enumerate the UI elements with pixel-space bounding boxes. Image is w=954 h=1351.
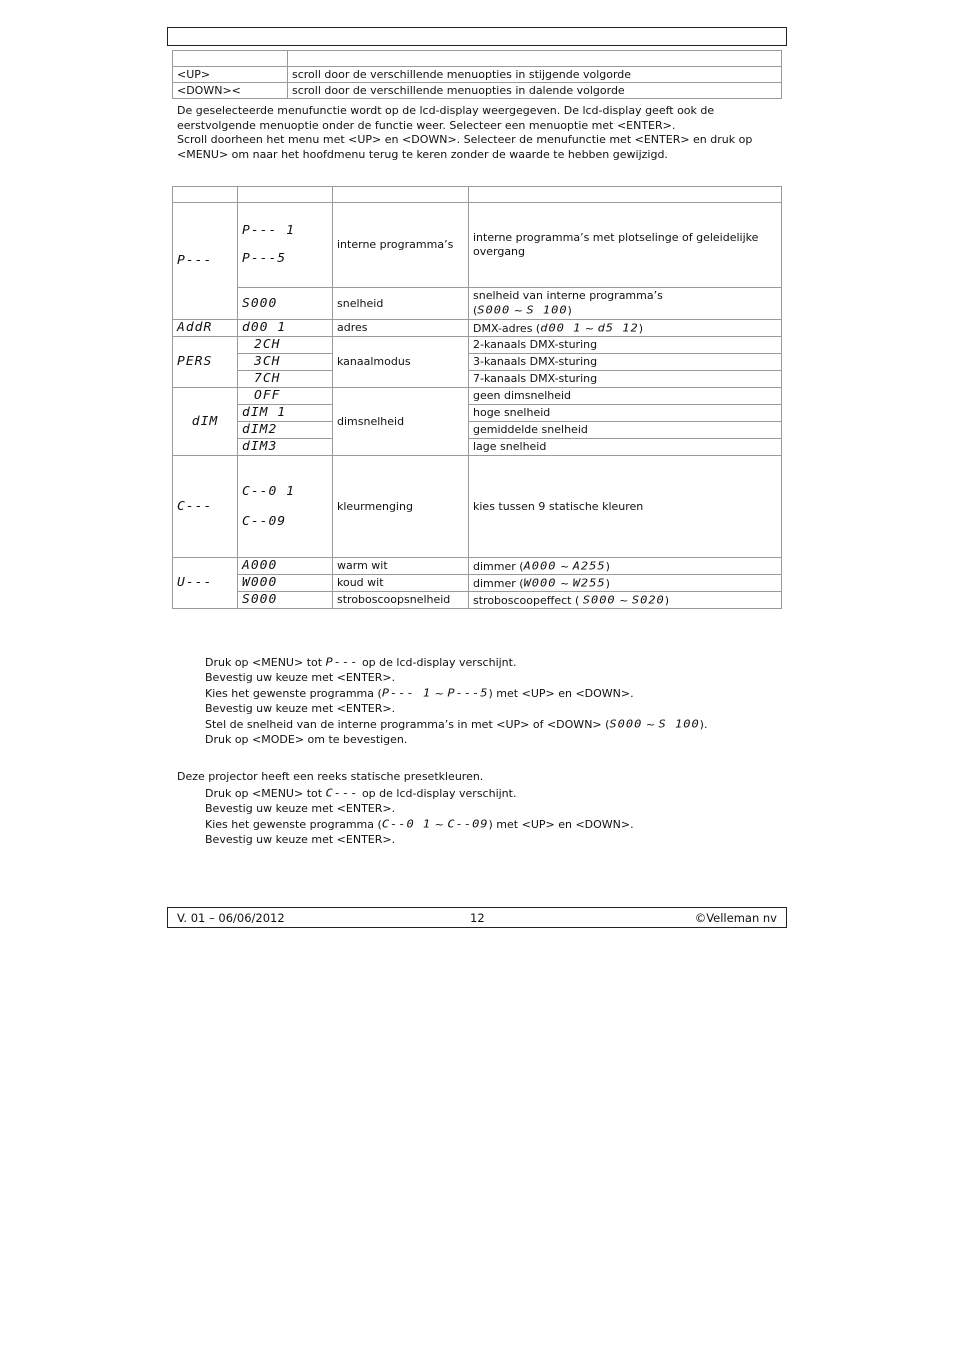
- menu-function: kanaalmodus: [333, 337, 469, 388]
- range-separator: ~: [510, 304, 527, 317]
- table-row: [173, 371, 782, 388]
- menu-description: 3-kanaals DMX-sturing: [469, 354, 782, 371]
- list-item: Druk op <MODE> om te bevestigen.: [205, 733, 408, 747]
- menu-description: kies tussen 9 statische kleuren: [469, 456, 782, 558]
- lcd-code: dIM 1: [242, 405, 287, 420]
- menu-description-text: ): [605, 576, 610, 590]
- menu-description-text: dimmer (: [473, 576, 524, 590]
- lcd-code: 2CH: [254, 337, 281, 352]
- table-row: [173, 388, 782, 405]
- lcd-code: d00 1: [242, 320, 287, 335]
- menu-function: stroboscoopsnelheid: [333, 592, 469, 609]
- menu-sub-cell: [238, 337, 333, 354]
- range-separator: ~: [642, 717, 659, 731]
- intro-line: Scroll doorheen het menu met <UP> en <DOWN>. Selecteer de menufunctie met <ENTER> en druk op: [177, 133, 753, 147]
- lcd-code: dIM: [191, 414, 219, 428]
- lcd-code: S000: [477, 303, 511, 317]
- step-text: ) met <UP> en <DOWN>.: [488, 817, 634, 831]
- step-text: Druk op <MENU> tot: [205, 787, 326, 800]
- table-row: [173, 337, 782, 354]
- menu-description-text: DMX-adres (: [473, 321, 541, 335]
- step-text: Stel de snelheid van de interne programma’s in met <UP> of <DOWN> (: [205, 717, 610, 731]
- menu-description-text: dimmer (: [473, 559, 524, 573]
- menu-function: warm wit: [333, 558, 469, 575]
- lcd-code: S 100: [658, 717, 700, 731]
- lcd-code: C---: [325, 786, 359, 800]
- lcd-code: W000: [242, 575, 278, 590]
- menu-sub-cell: [238, 592, 333, 609]
- list-item: Bevestig uw keuze met <ENTER>.: [205, 802, 396, 816]
- lcd-code: P---: [325, 655, 359, 669]
- menu-table-header: [173, 187, 782, 203]
- list-item: Bevestig uw keuze met <ENTER>.: [205, 671, 396, 685]
- lcd-code: P---5: [242, 251, 287, 266]
- color-steps: [205, 786, 634, 848]
- table-row: [173, 439, 782, 456]
- menu-code-cell: [173, 320, 238, 337]
- key-header-cell: [173, 51, 288, 67]
- table-row: [173, 67, 782, 83]
- menu-sub-cell: [238, 371, 333, 388]
- list-item: [205, 817, 634, 832]
- key-header-cell: [288, 51, 782, 67]
- key-table: [172, 50, 782, 99]
- step-text: ) met <UP> en <DOWN>.: [488, 686, 634, 700]
- menu-header-cell: [238, 187, 333, 203]
- lcd-code: dIM3: [242, 439, 278, 454]
- key-table-header: [173, 51, 782, 67]
- lcd-code: 7CH: [254, 371, 281, 386]
- step-text: Kies het gewenste programma (: [205, 817, 382, 831]
- lcd-code: U---: [177, 575, 213, 590]
- menu-sub-cell: [238, 422, 333, 439]
- lcd-code: P---: [177, 253, 213, 268]
- menu-description: [469, 558, 782, 575]
- footer-copyright: ©Velleman nv: [694, 911, 777, 925]
- list-item: Bevestig uw keuze met <ENTER>.: [205, 702, 396, 716]
- lcd-code: S000: [609, 717, 643, 731]
- footer-version: V. 01 – 06/06/2012: [177, 911, 285, 925]
- menu-description: [469, 592, 782, 609]
- table-row: [173, 558, 782, 575]
- step-text: Druk op <MENU> tot: [205, 656, 326, 669]
- menu-description: [469, 288, 782, 320]
- colors-intro: Deze projector heeft een reeks statische presetkleuren.: [177, 770, 484, 783]
- menu-sub-cell: [238, 203, 333, 288]
- range-separator: ~: [615, 593, 632, 607]
- menu-description-text: ): [664, 593, 670, 607]
- program-steps: [205, 655, 707, 747]
- lcd-code: C--0 1: [242, 484, 295, 498]
- table-row: [173, 320, 782, 337]
- range-separator: ~: [556, 559, 573, 573]
- lcd-code: W255: [572, 576, 606, 589]
- menu-sub-cell: [238, 575, 333, 592]
- lcd-code: S020: [631, 593, 665, 606]
- menu-code-cell: [173, 456, 238, 558]
- menu-code-cell: [173, 337, 238, 388]
- menu-description-text: ): [638, 321, 643, 335]
- menu-sub-cell: [238, 439, 333, 456]
- menu-code-cell: [173, 388, 238, 456]
- range-separator: ~: [556, 576, 573, 590]
- menu-sub-cell: [238, 354, 333, 371]
- key-name: <UP>: [173, 67, 288, 83]
- lcd-code: A255: [572, 559, 606, 572]
- lcd-code: AddR: [177, 320, 213, 335]
- table-row: [173, 203, 782, 288]
- lcd-code: P---5: [447, 686, 489, 700]
- menu-description-line: snelheid van interne programma’s: [473, 289, 663, 302]
- step-text: op de lcd-display verschijnt.: [358, 656, 517, 669]
- menu-header-cell: [333, 187, 469, 203]
- list-item: Bevestig uw keuze met <ENTER>.: [205, 833, 396, 847]
- table-row: [173, 575, 782, 592]
- intro-line: <MENU> om naar het hoofdmenu terug te keren zonder de waarde te hebben gewijzigd.: [177, 147, 668, 161]
- lcd-code: d5 12: [597, 321, 639, 334]
- menu-description: 7-kanaals DMX-sturing: [469, 371, 782, 388]
- intro-line: eerstvolgende menuoptie onder de functie weer. Selecteer een menuoptie met <ENTER>.: [177, 118, 676, 132]
- step-text: ).: [699, 717, 708, 731]
- table-row: [173, 83, 782, 99]
- lcd-code: P--- 1: [242, 223, 295, 238]
- list-item: [205, 786, 634, 801]
- range-separator: ~: [431, 817, 448, 831]
- table-row: [173, 592, 782, 609]
- lcd-code: S000: [242, 296, 278, 310]
- lcd-code: 3CH: [254, 354, 281, 369]
- footer-page-number: 12: [470, 911, 485, 925]
- table-row: [173, 456, 782, 558]
- menu-sub-cell: [238, 558, 333, 575]
- step-text: Kies het gewenste programma (: [205, 686, 382, 700]
- lcd-code: C--0 1: [381, 817, 432, 831]
- lcd-code: S000: [582, 593, 616, 606]
- list-item: [205, 686, 707, 701]
- menu-description: [469, 320, 782, 337]
- lcd-code: S 100: [526, 303, 568, 317]
- menu-function: snelheid: [333, 288, 469, 320]
- intro-paragraph: [177, 104, 777, 162]
- menu-description: 2-kanaals DMX-sturing: [469, 337, 782, 354]
- lcd-code: d00 1: [540, 321, 582, 334]
- page-footer: [167, 907, 787, 928]
- lcd-code: C---: [177, 499, 213, 513]
- menu-function: interne programma’s: [333, 203, 469, 288]
- menu-function: koud wit: [333, 575, 469, 592]
- table-row: [173, 354, 782, 371]
- menu-description-text: (: [473, 304, 478, 317]
- menu-description: gemiddelde snelheid: [469, 422, 782, 439]
- table-row: [173, 288, 782, 320]
- list-item: [205, 717, 707, 732]
- menu-description: hoge snelheid: [469, 405, 782, 422]
- menu-description-text: stroboscoopeffect (: [473, 593, 583, 607]
- menu-function: kleurmenging: [333, 456, 469, 558]
- table-row: [173, 405, 782, 422]
- menu-function: dimsnelheid: [333, 388, 469, 456]
- menu-header-cell: [173, 187, 238, 203]
- page-header-box: [167, 27, 787, 46]
- menu-sub-cell: [238, 456, 333, 558]
- menu-code-cell: [173, 558, 238, 609]
- menu-description: lage snelheid: [469, 439, 782, 456]
- intro-line: De geselecteerde menufunctie wordt op de lcd-display weergegeven. De lcd-display geeft ook de: [177, 104, 715, 117]
- menu-sub-cell: [238, 288, 333, 320]
- key-description: scroll door de verschillende menuopties in stijgende volgorde: [288, 67, 782, 83]
- menu-description: geen dimsnelheid: [469, 388, 782, 405]
- menu-description: [469, 575, 782, 592]
- lcd-code: OFF: [254, 388, 281, 403]
- menu-sub-cell: [238, 405, 333, 422]
- menu-sub-cell: [238, 320, 333, 337]
- lcd-code: dIM2: [242, 422, 278, 437]
- key-name: <DOWN><: [173, 83, 288, 99]
- lcd-code: A000: [523, 559, 557, 572]
- key-description: scroll door de verschillende menuopties in dalende volgorde: [288, 83, 782, 99]
- menu-sub-cell: [238, 388, 333, 405]
- list-item: [205, 655, 707, 670]
- menu-header-cell: [469, 187, 782, 203]
- menu-description-text: ): [605, 559, 610, 573]
- lcd-code: PERS: [177, 354, 213, 369]
- range-separator: ~: [431, 686, 448, 700]
- menu-table: [172, 186, 782, 609]
- menu-function: adres: [333, 320, 469, 337]
- table-row: [173, 422, 782, 439]
- lcd-code: P--- 1: [381, 686, 432, 700]
- lcd-code: W000: [523, 576, 557, 589]
- lcd-code: A000: [242, 558, 278, 573]
- lcd-code: S000: [242, 592, 278, 607]
- step-text: op de lcd-display verschijnt.: [358, 787, 517, 800]
- menu-description: interne programma’s met plotselinge of geleidelijke overgang: [469, 203, 782, 288]
- menu-description-text: ): [567, 304, 572, 317]
- lcd-code: C--09: [447, 817, 489, 831]
- menu-code-cell: [173, 203, 238, 320]
- lcd-code: C--09: [242, 514, 287, 528]
- range-separator: ~: [581, 321, 598, 335]
